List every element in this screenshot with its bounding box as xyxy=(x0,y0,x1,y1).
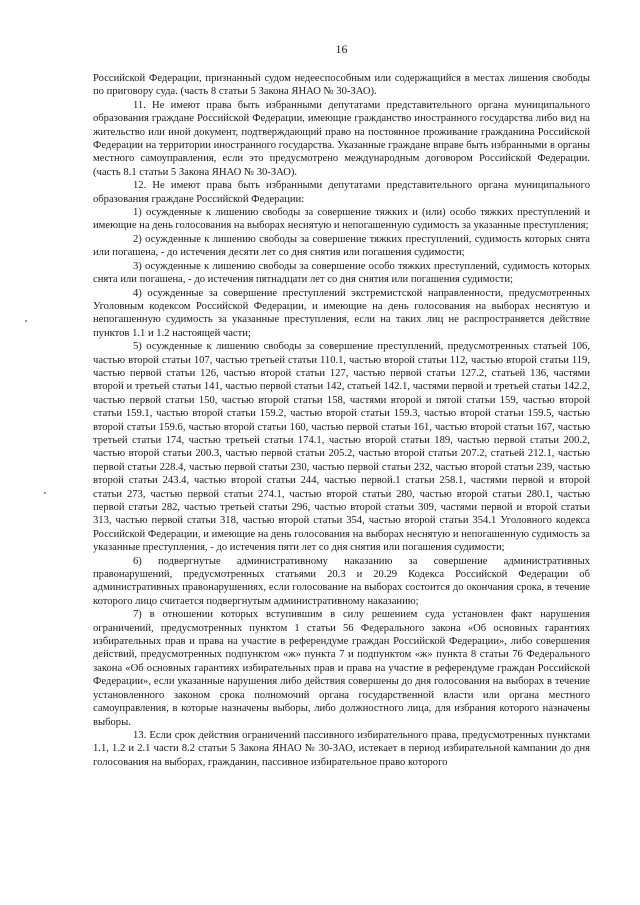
list-item-2: 2) осужденные к лишению свободы за совершение тяжких преступлений, судимость которых снята или погашена, - до истечения десяти лет со дня снятия или погашения судимости; xyxy=(93,233,590,259)
list-item-6: 6) подвергнутые административному наказанию за совершение административных правонарушений, предусмотренных статьями 20.3 и 20.29 Кодекса Российской Федерации об административных правонарушениях, если голосование на выборах состоится до окончания срока, в течение которого лицо считается подвергнутым административному наказанию; xyxy=(93,555,590,607)
list-item-1: 1) осужденные к лишению свободы за совершение тяжких и (или) особо тяжких преступлений и имеющие на день голосования на выборах неснятую и непогашенную судимость за указанные преступления; xyxy=(93,207,590,232)
paragraph-11: 11. Не имеют права быть избранными депутатами представительного органа муниципального образования граждане Российской Федерации, имеющие гражданство иностранного государства либо вид на жительство или иной документ, подтверждающий право на постоянное проживание гражданина Российской Федерации на территории иностранного государства. Указанные граждане вправе быть избранными в органы местного самоуправления, если это предусмотрено международным договором Российской Федерации. (часть 8.1 статьи 5 Закона ЯНАО № 30-ЗАО). xyxy=(93,99,590,178)
scan-speck xyxy=(44,492,46,494)
paragraph-continuation: Российской Федерации, признанный судом недееспособным или содержащийся в местах лишения свободы по приговору суда. (часть 8 статьи 5 Закона ЯНАО № 30-ЗАО). xyxy=(93,73,590,98)
document-body xyxy=(93,72,590,769)
scan-speck xyxy=(25,320,27,322)
paragraph-13: 13. Если срок действия ограничений пассивного избирательного права, предусмотренных пунктами 1.1, 1.2 и 2.1 части 8.2 статьи 5 Закона ЯНАО № 30-ЗАО, истекает в период избирательной кампании до дня голосования на выборах, гражданин, пассивное избирательное право которого xyxy=(93,729,590,768)
paragraph-12: 12. Не имеют права быть избранными депутатами представительного органа муниципального образования граждане Российской Федерации: xyxy=(93,180,590,205)
list-item-4: 4) осужденные за совершение преступлений экстремистской направленности, предусмотренных Уголовным кодексом Российской Федерации, и имеющие на день голосования на выборах неснятую и непогашенную судимость за указанные преступления, если на таких лиц не распространяется действие пунктов 1.1 и 1.2 настоящей части; xyxy=(93,287,590,339)
list-item-7: 7) в отношении которых вступившим в силу решением суда установлен факт нарушения ограничений, предусмотренных пунктом 1 статьи 56 Федерального закона «Об основных гарантиях избирательных прав и права на участие в референдуме граждан Российской Федерации», либо совершения действий, предусмотренных подпунктом «ж» пункта 7 и подпунктом «ж» пункта 8 статьи 76 Федерального закона «Об основных гарантиях избирательных прав и права на участие в референдуме граждан Российской Федерации», если указанные нарушения либо действия совершены до дня голосования на выборах в течение установленного законом срока полномочий органа государственной власти или органа местного самоуправления, в которые назначены выборы, либо должностного лица, для избрания которого назначены выборы. xyxy=(93,609,590,728)
list-item-5: 5) осужденные к лишению свободы за совершение преступлений, предусмотренных статьей 106, частью второй статьи 107, частью третьей статьи 110.1, частью второй статьи 112, частью второй статьи 119, частью первой статьи 126, частью второй статьи 127, частью первой статьи 127.2, статьей 136, частями второй и третьей статьи 141, частью первой статьи 142, статьей 142.1, частями первой и третьей статьи 142.2, частью первой статьи 150, частью второй статьи 158, частями второй и пятой статьи 159, частью второй статьи 159.1, частью второй статьи 159.2, частью второй статьи 159.3, частью второй статьи 159.5, частью второй статьи 159.6, частью второй статьи 160, частью первой статьи 161, частью второй статьи 167, частью третьей статьи 174, частью третьей статьи 174.1, частью второй статьи 189, частью первой статьи 200.2, частью второй статьи 200.3, частью первой статьи 205.2, частью второй статьи 207.2, статьей 212.1, частью первой статьи 228.4, частью первой статьи 230, частью первой статьи 232, частью второй статьи 239, частью второй статьи 243.4, частью второй статьи 244, частью первой.1 статьи 258.1, частями первой и второй статьи 273, частью первой статьи 274.1, частью второй статьи 280, частью второй статьи 280.1, частью первой статьи 282, частью третьей статьи 296, частью второй статьи 309, частями первой и второй статьи 313, частью первой статьи 318, частью второй статьи 354, частью второй статьи 354.1 Уголовного кодекса Российской Федерации, и имеющие на день голосования на выборах неснятую и непогашенную судимость за указанные преступления, - до истечения пяти лет со дня снятия или погашения судимости; xyxy=(93,341,590,554)
page-number: 16 xyxy=(335,42,348,56)
list-item-3: 3) осужденные к лишению свободы за совершение особо тяжких преступлений, судимость которых снята или погашена, - до истечения пятнадцати лет со дня снятия или погашения судимости; xyxy=(93,260,590,286)
